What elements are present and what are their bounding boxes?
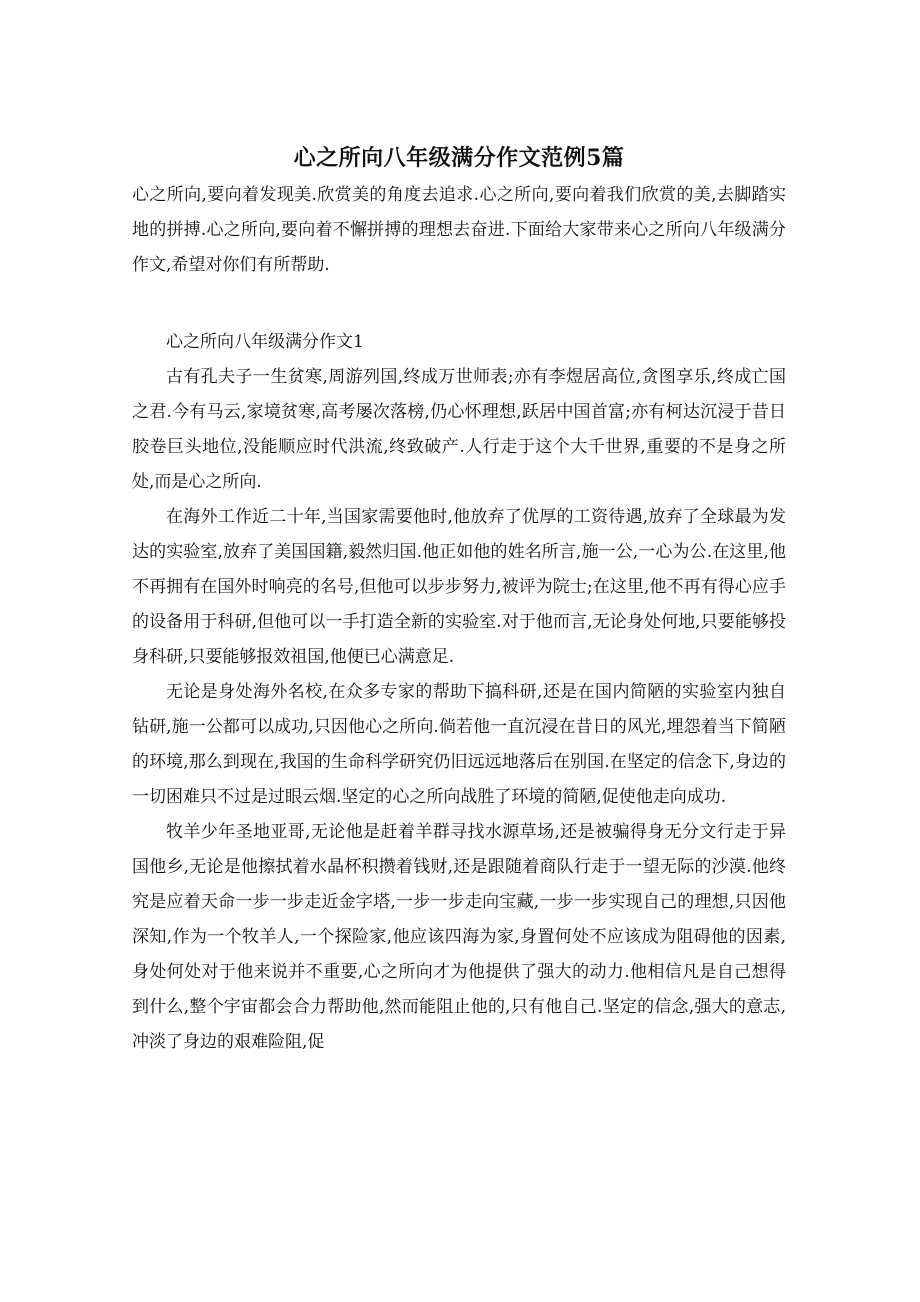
document-body [132, 138, 786, 1060]
document-title: 心之所向八年级满分作文范例5篇 [293, 145, 625, 171]
intro-paragraph: 心之所向,要向着发现美.欣赏美的角度去追求.心之所向,要向着我们欣赏的美,去脚踏实地的拼搏.心之所向,要向着不懈拼搏的理想去奋进.下面给大家带来心之所向八年级满分作文,希望对你们有所帮助. [132, 185, 786, 275]
body-paragraph-4: 牧羊少年圣地亚哥,无论他是赶着羊群寻找水源草场,还是被骗得身无分文行走于异国他乡,无论是他擦拭着水晶杯积攒着钱财,还是跟随着商队行走于一望无际的沙漠.他终究是应着天命一步一步走近金字塔,一步一步走向宝藏,一步一步实现自己的理想,只因他深知,作为一个牧羊人,一个探险家,他应该四海为家,身置何处不应该成为阻碍他的因素,身处何处对于他来说并不重要,心之所向才为他提供了强大的动力.他相信凡是自己想得到什么,整个宇宙都会合力帮助他,然而能阻止他的,只有他自己.坚定的信念,强大的意志,冲淡了身边的艰难险阻,促 [132, 822, 786, 1052]
section-spacer [132, 283, 786, 325]
essay-heading: 心之所向八年级满分作文1 [166, 332, 364, 352]
body-paragraph-1: 古有孔夫子一生贫寒,周游列国,终成万世师表;亦有李煜居高位,贪图享乐,终成亡国之君.今有马云,家境贫寒,高考屡次落榜,仍心怀理想,跃居中国首富;亦有柯达沉浸于昔日胶卷巨头地位,没能顺应时代洪流,终致破产.人行走于这个大千世界,重要的不是身之所处,而是心之所向. [132, 367, 786, 492]
body-paragraph-3: 无论是身处海外名校,在众多专家的帮助下搞科研,还是在国内简陋的实验室内独自钻研,施一公都可以成功,只因他心之所向.倘若他一直沉浸在昔日的风光,埋怨着当下简陋的环境,那么到现在,我国的生命科学研究仍旧远远地落后在别国.在坚定的信念下,身边的一切困难只不过是过眼云烟.坚定的心之所向战胜了环境的简陋,促使他走向成功. [132, 682, 786, 807]
body-paragraph-2: 在海外工作近二十年,当国家需要他时,他放弃了优厚的工资待遇,放弃了全球最为发达的实验室,放弃了美国国籍,毅然归国.他正如他的姓名所言,施一公,一心为公.在这里,他不再拥有在国外时响亮的名号,但他可以步步努力,被评为院士;在这里,他不再有得心应手的设备用于科研,但他可以一手打造全新的实验室.对于他而言,无论身处何地,只要能够投身科研,只要能够报效祖国,他便已心满意足. [132, 507, 786, 667]
